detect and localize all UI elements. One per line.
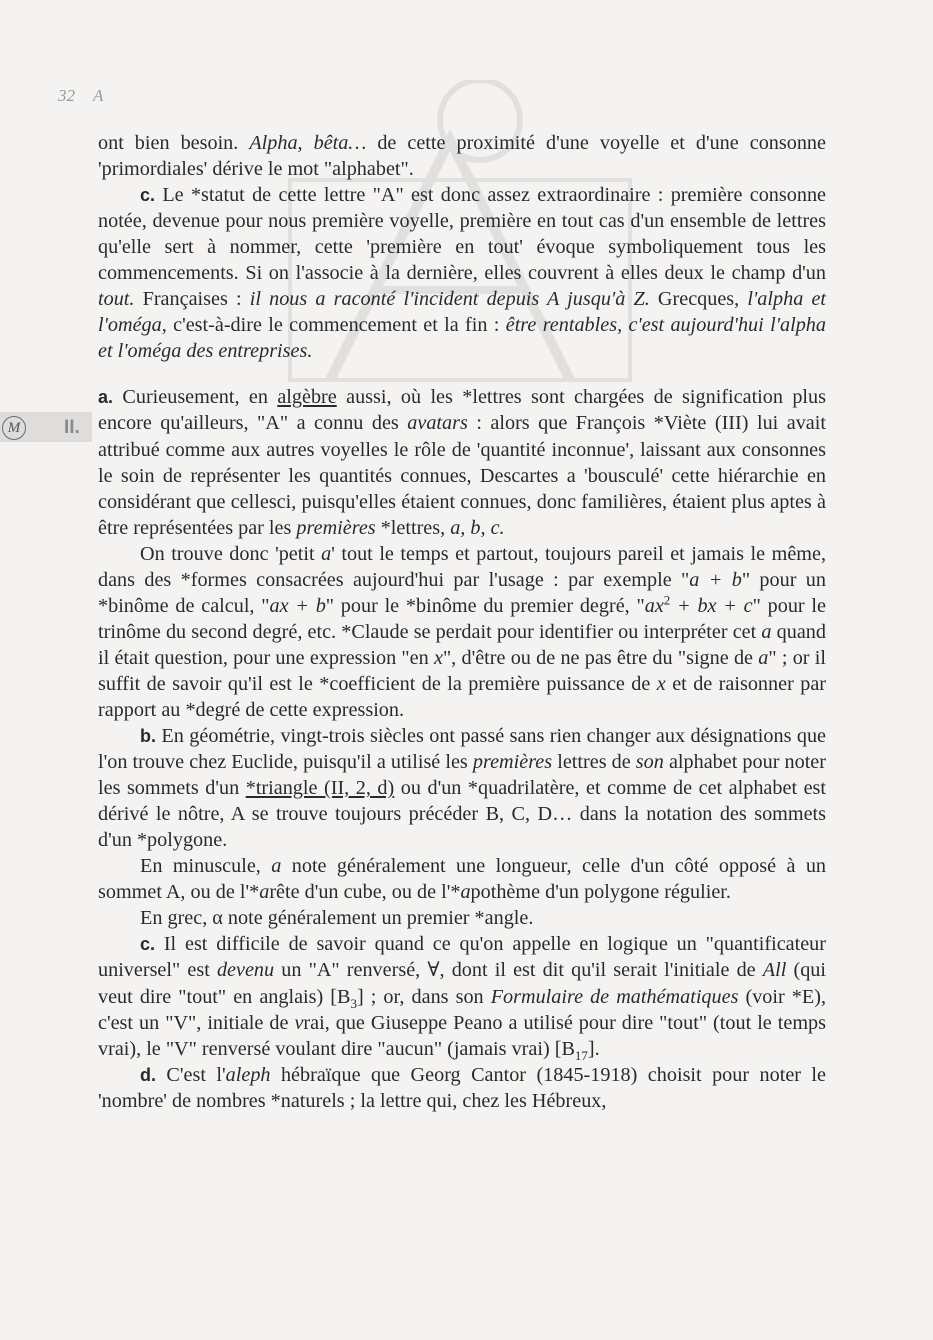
text-run: Alpha, bêta…	[249, 132, 367, 154]
text-run: +	[670, 594, 698, 617]
text-run: a	[271, 855, 282, 878]
body-text	[98, 130, 826, 1114]
text-run: a + b	[689, 568, 742, 591]
paragraph-p1	[98, 130, 826, 182]
text-run: premières	[296, 516, 376, 539]
text-run: 17	[574, 1047, 588, 1063]
text-run: hébraïque que Georg Cantor (1845-1918) choisit pour noter le 'nombre' de nombres *naturels ; la lettre qui, chez les Hébreux,	[98, 1063, 827, 1112]
paragraph-p6	[98, 853, 826, 905]
text-run: bx + c	[697, 594, 753, 617]
section-number: II.	[64, 417, 80, 438]
text-run: ont bien besoin.	[98, 132, 250, 154]
text-run: Il est difficile de savoir quand ce qu'on appelle en logique un "quantificateur universel" est	[98, 933, 826, 982]
text-run: Grecques,	[649, 288, 748, 311]
text-run: algèbre	[277, 386, 337, 409]
paragraph-p5	[98, 723, 826, 853]
text-run: devenu	[216, 959, 275, 982]
text-run: ax	[644, 594, 664, 617]
mathematics-marker-icon: M	[2, 416, 26, 440]
text-run: En minuscule,	[140, 855, 272, 878]
text-run: tout.	[98, 288, 135, 311]
text-run: 3	[350, 995, 357, 1011]
subsection-letter: b.	[140, 726, 156, 747]
text-run: note généralement une longueur, celle d'un côté opposé à un sommet A, ou de l'*	[98, 855, 827, 904]
text-run: a, b, c.	[450, 516, 505, 539]
text-run: On trouve donc 'petit	[140, 542, 322, 565]
text-run: En grec, α note généralement un premier *angle.	[140, 907, 534, 930]
text-run: être rentables, c'est aujourd'hui l'alpha et l'oméga des entreprises.	[98, 314, 826, 363]
text-run: lettres de	[552, 751, 636, 774]
text-run: Le *statut de cette lettre "A" est donc assez extraordinaire : première consonne notée, devenue pour nous première voyelle, première en tout cas d'un ensemble de lettres qu'elle sert à nommer, cette 'première en tout' évoque symboliquement tous les commencements. Si on l'associe à la dernière, elles couvrent à elles deux le champ d'un	[98, 184, 826, 285]
text-run: 2	[663, 592, 671, 608]
paragraph-p8	[98, 931, 826, 1061]
text-run: et de raisonner par rapport au *degré de cette expression.	[98, 672, 827, 721]
subsection-letter: d.	[140, 1064, 156, 1085]
text-run: a	[460, 881, 471, 904]
text-run: *triangle (II, 2, d)	[245, 777, 395, 800]
subsection-letter: c.	[140, 934, 156, 955]
text-run: ", d'être ou de ne pas être du "signe de	[442, 646, 759, 669]
text-run: x	[656, 672, 666, 695]
text-run: C'est l'	[156, 1063, 226, 1086]
text-run: " pour un *binôme de calcul, "	[98, 568, 826, 617]
subsection-letter: c.	[140, 185, 156, 206]
text-run: un "A" renversé, ∀, dont il est dit qu'il serait l'initiale de	[274, 959, 763, 982]
text-run: quand il était question, pour une expression "en	[98, 620, 826, 669]
text-run: ].	[587, 1037, 600, 1060]
text-run: aleph	[225, 1063, 271, 1086]
text-run: l'alpha et l'oméga,	[98, 288, 827, 337]
text-run: En géométrie, vingt-trois siècles ont passé sans rien changer aux désignations que l'on trouve chez Euclide, puisqu'il a utilisé les	[98, 725, 826, 774]
text-run: *lettres,	[375, 516, 451, 539]
paragraph-p9	[98, 1062, 826, 1114]
text-run: rai, que Giuseppe Peano a utilisé pour dire "tout" (tout le temps vrai), le "V" renversé voulant dire "aucun" (jamais vrai) [B	[98, 1011, 826, 1060]
text-run: de cette proximité d'une voyelle et d'une consonne 'primordiales' dérive le mot "alphabet".	[98, 132, 826, 181]
paragraph-p3	[98, 384, 826, 540]
text-run: ax + b	[269, 594, 326, 617]
paragraph-p2	[98, 182, 826, 364]
text-run: (qui veut dire "tout" en anglais) [B	[98, 959, 827, 1008]
text-run: ou d'un *quadrilatère, et comme de cet alphabet est dérivé le nôtre, A se trouve toujours précéder B, C, D… dans la notation des sommets d'un *polygone.	[98, 777, 827, 852]
text-run: a	[321, 542, 332, 565]
page-number: 32	[58, 86, 75, 105]
text-run: c'est-à-dire le commencement et la fin :	[166, 314, 506, 337]
text-run: " pour le trinôme du second degré, etc. *Claude se perdait pour identifier ou interpréter cet	[98, 594, 826, 643]
text-run: ' tout le temps et partout, toujours pareil et jamais le même, dans des *formes consacrées aujourd'hui par l'usage : par exemple "	[98, 542, 826, 591]
text-run: Françaises :	[134, 288, 250, 311]
running-head-letter: A	[92, 86, 104, 105]
text-run: alphabet pour noter les sommets d'un	[98, 751, 826, 800]
text-run: pothème d'un polygone régulier.	[470, 881, 731, 904]
text-run: v	[294, 1011, 304, 1034]
paragraph-p7	[98, 905, 826, 931]
text-run: Formulaire de mathématiques	[490, 985, 739, 1008]
text-run: premières	[472, 751, 553, 774]
paragraph-p4	[98, 541, 826, 723]
text-run: aussi, où les *lettres sont chargées de signification plus encore qu'ailleurs, "A" a connu des	[98, 386, 826, 435]
text-run: a	[761, 620, 772, 643]
text-run: a	[259, 881, 270, 904]
text-run: a	[758, 646, 769, 669]
text-run: son	[635, 751, 664, 774]
text-run: avatars	[407, 412, 468, 435]
text-run: " pour le *binôme du premier degré, "	[325, 594, 645, 617]
text-run: il nous a raconté l'incident depuis A jusqu'à Z.	[249, 288, 650, 311]
text-run: (voir *E), c'est un "V", initiale de	[98, 985, 826, 1034]
text-run: All	[762, 959, 787, 982]
running-head	[58, 86, 103, 106]
text-run: Curieusement, en	[113, 386, 278, 409]
text-run: " ; or il suffit de savoir qu'il est le *coefficient de la première puissance de	[98, 646, 826, 695]
text-run: x	[433, 646, 443, 669]
text-run: ] ; or, dans son	[356, 985, 491, 1008]
subsection-letter: a.	[98, 387, 114, 408]
text-run: rête d'un cube, ou de l'*	[269, 881, 461, 904]
text-run: : alors que François *Viète (III) lui avait attribué comme aux autres voyelles le rôle de 'quantité inconnue', laissant aux consonnes le soin de représenter les quantités connues, Descartes a 'bousculé' cette hiérarchie en considérant que cellesci, puisqu'elles étaient connues, donc familières, étaient plus aptes à être représentées par les	[98, 412, 826, 539]
